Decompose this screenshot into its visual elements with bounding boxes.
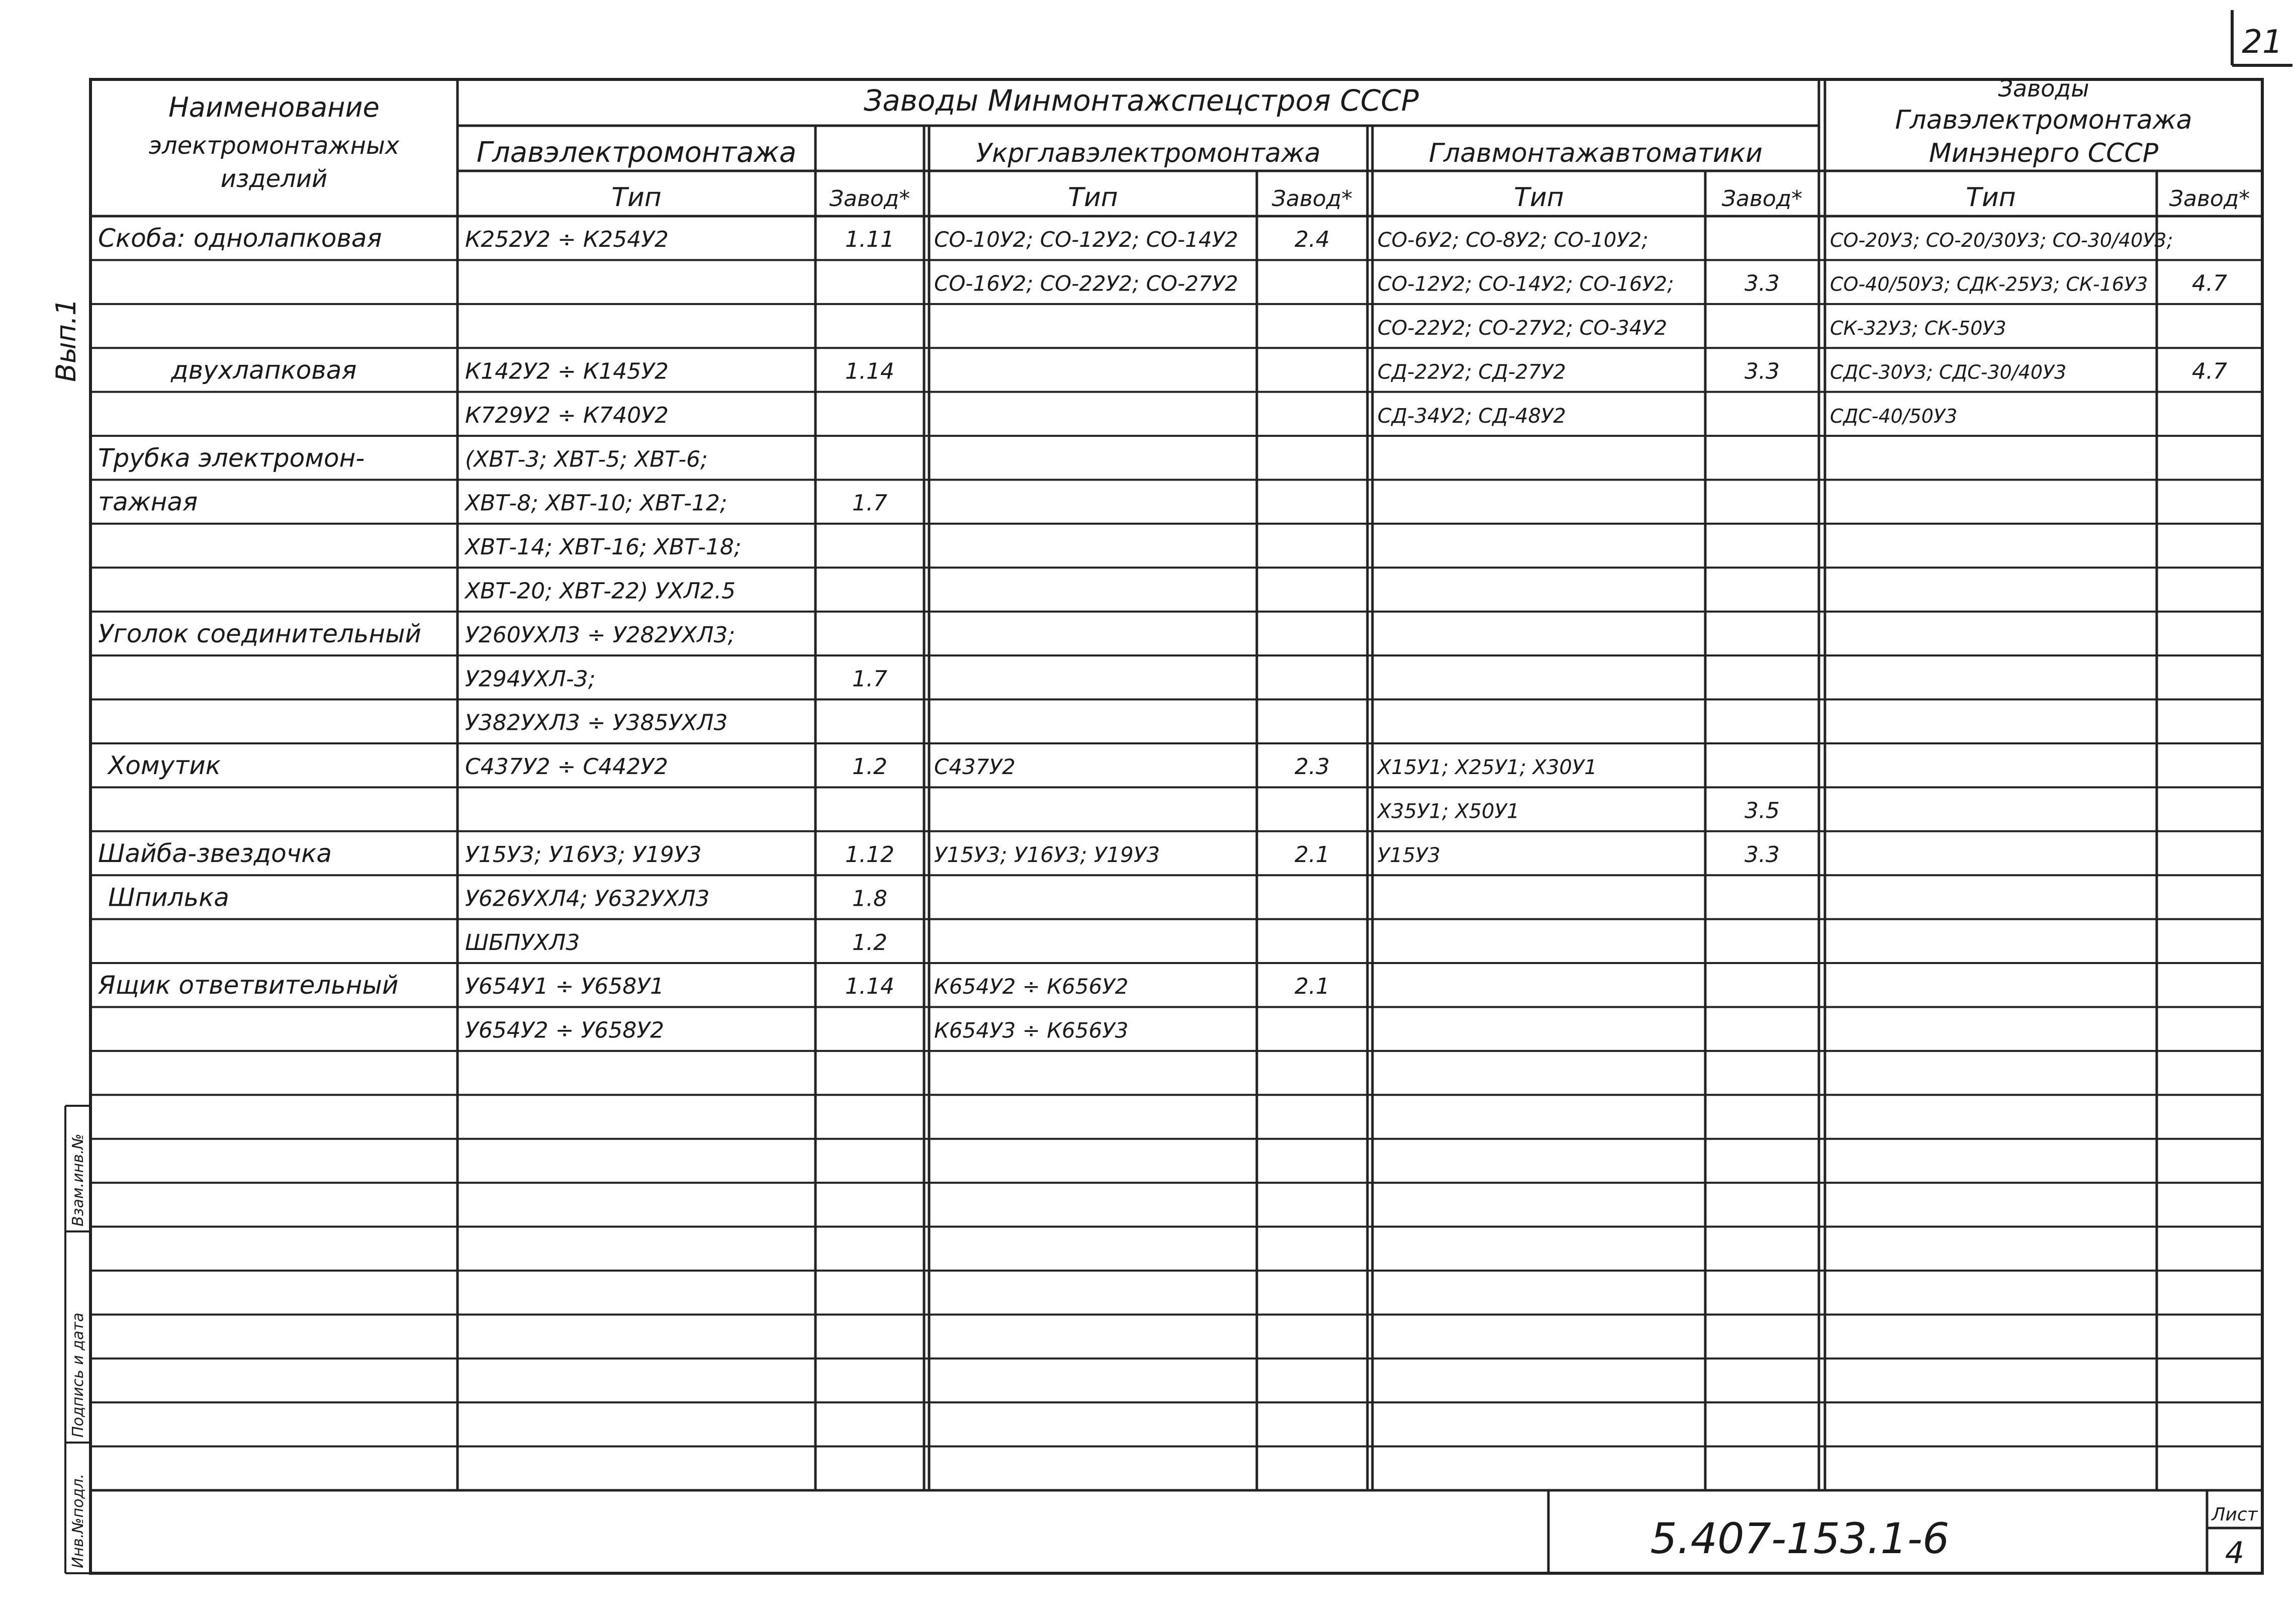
cell-type-minenergo: СДС-40/50У3 xyxy=(1830,405,1958,427)
sub-header-glavavtomat: Главмонтажавтоматики xyxy=(1429,138,1763,168)
side-stamp-signature: Подпись и дата xyxy=(69,1312,87,1438)
side-stamp-replace: Взам.инв.№ xyxy=(69,1133,87,1226)
factory-header-2: Завод* xyxy=(1271,186,1353,212)
cell-type-glavelektro: У15У3; У16У3; У19У3 xyxy=(465,841,702,868)
group-minenergo-line-3: Минэнерго СССР xyxy=(1928,138,2159,168)
cell-item-name: Скоба: однолапковая xyxy=(98,224,382,253)
cell-type-glavelektro: К252У2 ÷ К254У2 xyxy=(465,227,669,253)
group-minenergo-line-2: Главэлектромонтажа xyxy=(1895,105,2192,135)
margin-note: Вып.1 xyxy=(50,298,82,382)
cell-factory-glavavtomat: 3.3 xyxy=(1744,270,1780,297)
type-header-1: Тип xyxy=(611,182,662,213)
cell-factory-glavelektro: 1.2 xyxy=(852,929,887,956)
sub-header-ukrglav: Укрглавэлектромонтажа xyxy=(976,138,1321,168)
cell-factory-minenergo: 4.7 xyxy=(2192,270,2227,297)
cell-type-glavavtomat: СО-12У2; СО-14У2; СО-16У2; xyxy=(1377,272,1674,296)
cell-type-minenergo: СК-32У3; СК-50У3 xyxy=(1830,317,2006,340)
cell-type-ukrglav: СО-10У2; СО-12У2; СО-14У2 xyxy=(934,227,1238,252)
cell-type-ukrglav: К654У3 ÷ К656У3 xyxy=(934,1018,1129,1043)
cell-type-glavavtomat: Х35У1; Х50У1 xyxy=(1377,800,1520,823)
cell-item-name: Хомутик xyxy=(108,751,221,781)
cell-factory-glavelektro: 1.14 xyxy=(845,974,894,1000)
cell-type-glavelektro: У654У2 ÷ У658У2 xyxy=(465,1017,665,1043)
cell-type-glavelektro: У626УХЛ4; У632УХЛ3 xyxy=(465,886,710,912)
cell-type-glavelektro: ХВТ-14; ХВТ-16; ХВТ-18; xyxy=(465,534,742,560)
cell-item-name: двухлапковая xyxy=(171,355,357,385)
factory-header-1: Завод* xyxy=(829,186,910,212)
cell-type-minenergo: СО-20У3; СО-20/30У3; СО-30/40У3; xyxy=(1830,229,2173,252)
cell-factory-minenergo: 4.7 xyxy=(2192,358,2227,385)
cell-factory-glavelektro: 1.11 xyxy=(845,227,894,253)
cell-factory-glavelektro: 1.7 xyxy=(852,666,887,692)
cell-type-glavelektro: ШБПУХЛ3 xyxy=(465,929,580,956)
page-number-box xyxy=(2232,10,2292,65)
cell-type-ukrglav: СО-16У2; СО-22У2; СО-27У2 xyxy=(934,271,1238,296)
sheet-label: Лист xyxy=(2212,1504,2258,1525)
page-number: 21 xyxy=(2242,24,2283,61)
cell-type-glavelektro: У294УХЛ-3; xyxy=(465,666,596,692)
cell-item-name: Уголок соединительный xyxy=(98,619,422,648)
cell-factory-glavavtomat: 3.3 xyxy=(1744,358,1780,385)
cell-type-glavelektro: У260УХЛ3 ÷ У282УХЛ3; xyxy=(465,622,736,648)
cell-factory-glavelektro: 1.8 xyxy=(852,886,887,912)
cell-type-glavavtomat: СД-22У2; СД-27У2 xyxy=(1377,360,1566,384)
cell-type-glavelektro: К142У2 ÷ К145У2 xyxy=(465,358,669,385)
type-header-4: Тип xyxy=(1966,182,2016,213)
name-header-line-2: электромонтажных xyxy=(148,132,400,160)
group-minmontazh: Заводы Минмонтажспецстроя СССР xyxy=(864,83,1419,118)
cell-type-minenergo: СО-40/50У3; СДК-25У3; СК-16У3 xyxy=(1830,273,2148,296)
cell-type-glavavtomat: СО-6У2; СО-8У2; СО-10У2; xyxy=(1377,229,1648,252)
cell-type-glavelektro: ХВТ-20; ХВТ-22) УХЛ2.5 xyxy=(465,578,736,604)
cell-type-glavavtomat: СО-22У2; СО-27У2; СО-34У2 xyxy=(1377,317,1668,340)
cell-type-glavelektro: У654У1 ÷ У658У1 xyxy=(465,974,665,1000)
cell-factory-glavavtomat: 3.3 xyxy=(1744,841,1780,868)
cell-factory-ukrglav: 2.4 xyxy=(1295,227,1330,253)
cell-type-glavelektro: (ХВТ-3; ХВТ-5; ХВТ-6; xyxy=(465,446,708,472)
cell-factory-glavelektro: 1.7 xyxy=(852,490,887,516)
cell-type-ukrglav: С437У2 xyxy=(934,754,1016,780)
type-header-3: Тип xyxy=(1514,182,1564,213)
cell-type-glavavtomat: СД-34У2; СД-48У2 xyxy=(1377,404,1566,428)
cell-type-glavelektro: К729У2 ÷ К740У2 xyxy=(465,402,669,428)
side-stamp-inv: Инв.№подл. xyxy=(69,1474,87,1568)
cell-factory-ukrglav: 2.1 xyxy=(1295,841,1330,868)
table-row-lines xyxy=(90,260,2262,1446)
cell-item-name: Трубка электромон- xyxy=(98,443,365,473)
cell-item-name: Шпилька xyxy=(108,883,229,912)
cell-type-glavelektro: ХВТ-8; ХВТ-10; ХВТ-12; xyxy=(465,490,727,516)
sheet-number: 4 xyxy=(2225,1536,2245,1571)
cell-type-ukrglav: К654У2 ÷ К656У2 xyxy=(934,974,1129,999)
type-header-2: Тип xyxy=(1068,182,1118,213)
cell-factory-glavavtomat: 3.5 xyxy=(1744,798,1780,824)
cell-factory-glavelektro: 1.14 xyxy=(845,358,894,385)
table-body xyxy=(98,224,2227,1043)
cell-factory-glavelektro: 1.12 xyxy=(845,841,894,868)
cell-type-glavavtomat: У15У3 xyxy=(1377,843,1441,867)
cell-type-glavelektro: У382УХЛ3 ÷ У385УХЛ3 xyxy=(465,710,728,736)
sub-header-glavelektro: Главэлектромонтажа xyxy=(476,136,797,169)
document-code: 5.407-153.1-6 xyxy=(1650,1514,1950,1563)
cell-item-name: Шайба-звездочка xyxy=(98,838,332,868)
cell-item-name: Ящик ответвительный xyxy=(98,971,399,1000)
factory-header-4: Завод* xyxy=(2169,186,2250,212)
cell-factory-ukrglav: 2.1 xyxy=(1295,974,1330,1000)
cell-type-minenergo: СДС-30У3; СДС-30/40У3 xyxy=(1830,361,2067,384)
cell-item-name: тажная xyxy=(98,487,198,517)
factory-header-3: Завод* xyxy=(1721,186,1803,212)
cell-type-glavelektro: С437У2 ÷ С442У2 xyxy=(465,754,668,780)
group-minenergo-line-1: Заводы xyxy=(1998,75,2089,102)
cell-type-glavavtomat: Х15У1; Х25У1; Х30У1 xyxy=(1377,756,1597,780)
name-header-line-1: Наименование xyxy=(168,91,380,123)
name-header-line-3: изделий xyxy=(220,165,328,193)
cell-type-ukrglav: У15У3; У16У3; У19У3 xyxy=(934,842,1160,867)
cell-factory-glavelektro: 1.2 xyxy=(852,754,887,780)
cell-factory-ukrglav: 2.3 xyxy=(1295,754,1330,780)
